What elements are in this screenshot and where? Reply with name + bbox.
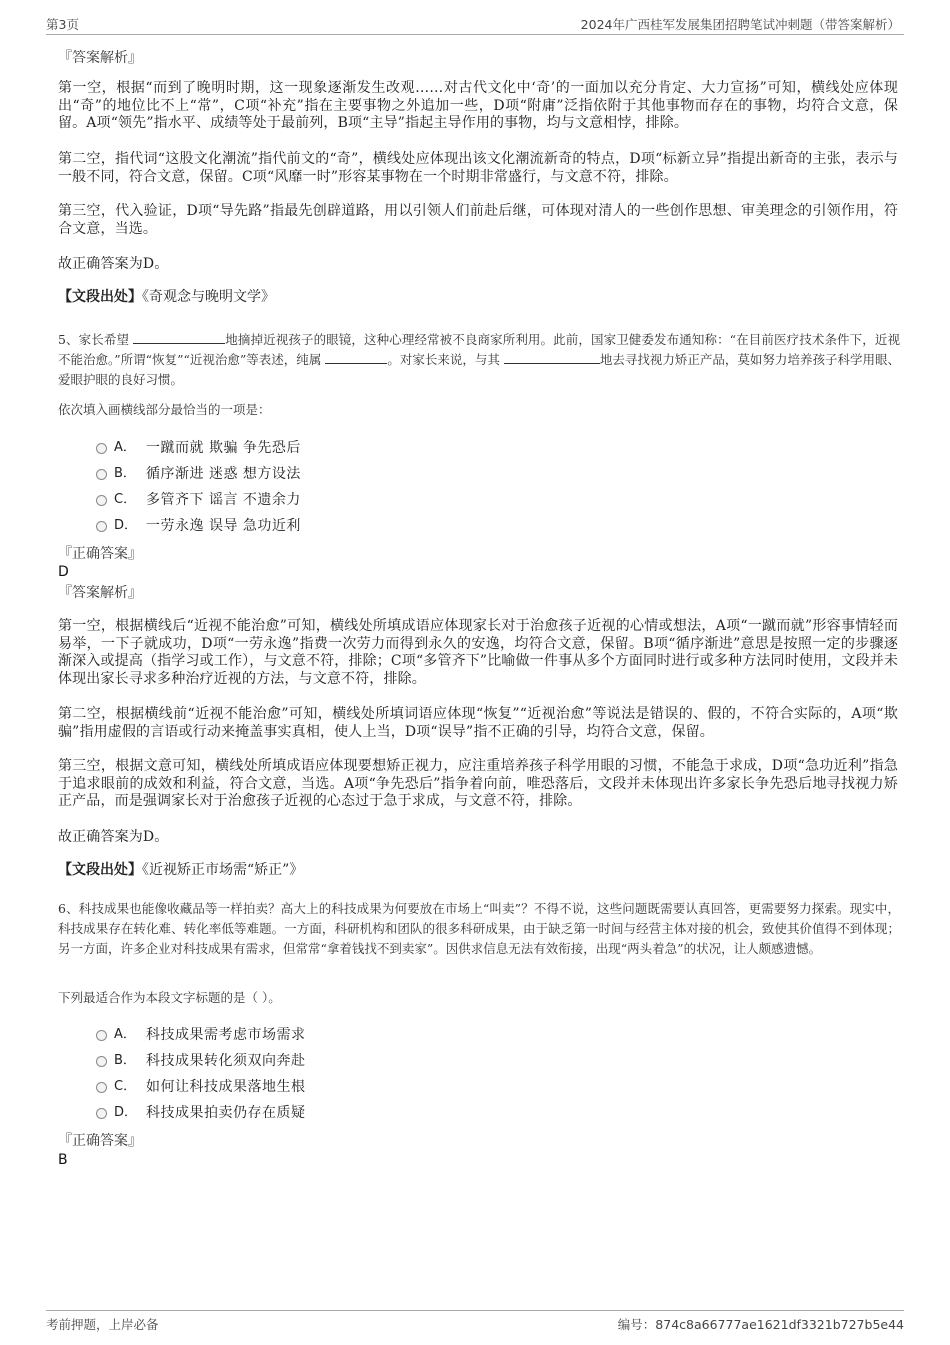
radio-button-icon[interactable] bbox=[96, 1056, 107, 1067]
q5-blank-1 bbox=[133, 331, 225, 344]
q5-stem-part-1: 5、家长希望 bbox=[58, 332, 130, 347]
option-letter: A． bbox=[114, 440, 136, 455]
footer-slogan: 考前押题，上岸必备 bbox=[46, 1317, 159, 1332]
q5-stem-part-3: 。对家长来说，与其 bbox=[387, 352, 500, 367]
q4-analysis-paragraph-2: 第二空，指代词“这股文化潮流”指代前文的“奇”，横线处应体现出该文化潮流新奇的特点，D项“标新立异”指提出新奇的主张，表示与一般不同，符合文意，保留。C项“风靡一时”形容某事物在一个时期非常盛行，与文意不符，排除。 bbox=[58, 151, 898, 185]
radio-button-icon[interactable] bbox=[96, 1030, 107, 1041]
q5-analysis-paragraph-2: 第二空，根据横线前“近视不能治愈”可知，横线处所填词语应体现“恢复”“近视治愈”等说法是错误的、假的，不符合实际的，A项“欺骗”指用虚假的言语或行动来掩盖事实真相，使人上当，D项“误导”指不正确的引导，均符合文意，保留。 bbox=[58, 706, 898, 740]
q4-source-title: 《奇观念与晚明文学》 bbox=[142, 289, 275, 305]
q4-analysis-paragraph-3: 第三空，代入验证，D项“导先路”指最先创辟道路，用以引领人们前赴后继，可体现对清人的一些创作思想、审美理念的引领作用，符合文意，当选。 bbox=[58, 203, 898, 237]
radio-button-icon[interactable] bbox=[96, 495, 107, 506]
option-text: 科技成果需考虑市场需求 bbox=[146, 1027, 306, 1043]
page-footer bbox=[46, 1310, 904, 1333]
q5-source bbox=[58, 861, 303, 879]
option-text: 多管齐下 谣言 不遗余力 bbox=[146, 492, 301, 508]
q6-stem: 6、科技成果也能像收藏品等一样拍卖？高大上的科技成果为何要放在市场上“叫卖”？不得不说，这些问题既需要认真回答，更需要努力探索。现实中，科技成果存在转化难、转化率低等难题。一方面，科研机构和团队的很多科研成果，由于缺乏第一时间与经营主体对接的机会，致使其价值得不到体现；另一方面，许多企业对科技成果有需求，但常常“拿着钱找不到卖家”。因供求信息无法有效衔接，出现“两头着急”的状况，让人颇感遗憾。 bbox=[58, 901, 900, 956]
option-letter: B． bbox=[114, 466, 136, 481]
q5-stem-part-2: 地摘掉近视孩子的眼镜，这种心理经常被不良商家所利用。此前，国家卫健委发布通知称：“在目前医疗技术条件下，近视不能治愈。”所谓“恢复”“近视治愈”等表述，纯属 bbox=[58, 332, 900, 367]
q5-prompt: 依次填入画横线部分最恰当的一项是： bbox=[58, 402, 271, 417]
q5-conclusion: 故正确答案为D。 bbox=[58, 829, 169, 845]
radio-button-icon[interactable] bbox=[96, 1108, 107, 1119]
option-letter: C． bbox=[114, 1079, 137, 1094]
radio-button-icon[interactable] bbox=[96, 443, 107, 454]
option-letter: C． bbox=[114, 492, 137, 507]
page-header bbox=[46, 12, 904, 35]
q4-source-tag: 【文段出处】 bbox=[58, 289, 142, 305]
q5-correct-label: 『正确答案』 bbox=[58, 546, 142, 562]
q5-analysis-label: 『答案解析』 bbox=[58, 585, 142, 601]
q4-analysis-label: 『答案解析』 bbox=[58, 50, 142, 66]
q5-stem bbox=[58, 330, 900, 390]
footer-document-id: 编号：874c8a66777ae1621df3321b727b5e44 bbox=[617, 1317, 904, 1332]
radio-button-icon[interactable] bbox=[96, 521, 107, 532]
q6-prompt: 下列最适合作为本段文字标题的是（ ）。 bbox=[58, 990, 281, 1005]
option-text: 如何让科技成果落地生根 bbox=[146, 1079, 306, 1095]
q6-correct-answer: B bbox=[58, 1152, 68, 1168]
q6-correct-label: 『正确答案』 bbox=[58, 1133, 142, 1149]
option-letter: A． bbox=[114, 1027, 136, 1042]
option-letter: B． bbox=[114, 1053, 136, 1068]
q5-analysis-paragraph-3: 第三空，根据文意可知，横线处所填成语应体现要想矫正视力，应注重培养孩子科学用眼的习惯，不能急于求成，D项“急功近利”指急于追求眼前的成效和利益，符合文意，当选。A项“争先恐后”指争着向前，唯恐落后，文段并未体现出许多家长争先恐后地寻找视力矫正产品，而是强调家长对于治愈孩子近视的心态过于急于求成，与文意不符，排除。 bbox=[58, 758, 898, 809]
q4-conclusion: 故正确答案为D。 bbox=[58, 256, 169, 272]
option-letter: D． bbox=[114, 518, 138, 533]
option-text: 科技成果转化须双向奔赴 bbox=[146, 1053, 306, 1069]
q5-correct-answer: D bbox=[58, 564, 69, 580]
q5-analysis-paragraph-1: 第一空，根据横线后“近视不能治愈”可知，横线处所填成语应体现家长对于治愈孩子近视的心情或想法，A项“一蹴而就”形容事情轻而易举，一下子就成功，D项“一劳永逸”指费一次劳力而得到永久的安逸，均符合文意，保留。B项“循序渐进”意思是按照一定的步骤逐渐深入或提高（指学习或工作），与文意不符，排除；C项“多管齐下”比喻做一件事从多个方面同时进行或多种方法同时使用，文段并未体现出家长寻求多种治疗近视的方法，与文意不符，排除。 bbox=[58, 618, 898, 687]
page-number: 第3页 bbox=[46, 17, 79, 32]
q4-analysis-paragraph-1: 第一空，根据“而到了晚明时期，这一现象逐渐发生改观……对古代文化中‘奇’的一面加以充分肯定、大力宣扬”可知，横线处应体现出“奇”的地位比不上“常”，C项“补充”指在主要事物之外追加一些，D项“附庸”泛指依附于其他事物而存在的事物，均符合文意，保留。A项“领先”指水平、成绩等处于最前列，B项“主导”指起主导作用的事物，均与文意相悖，排除。 bbox=[58, 80, 898, 131]
option-text: 科技成果拍卖仍存在质疑 bbox=[146, 1105, 306, 1121]
option-text: 循序渐进 迷惑 想方设法 bbox=[146, 466, 301, 482]
option-text: 一劳永逸 误导 急功近利 bbox=[146, 518, 301, 534]
document-title: 2024年广西桂军发展集团招聘笔试冲刺题（带答案解析） bbox=[580, 17, 900, 32]
q5-blank-2 bbox=[325, 351, 387, 364]
option-text: 一蹴而就 欺骗 争先恐后 bbox=[146, 440, 301, 456]
q5-source-title: 《近视矫正市场需“矫正”》 bbox=[142, 862, 304, 878]
q5-stem-part-4: 地去寻找视力矫正产品，莫如努力培养孩子科学用眼、爱眼护眼的良好习惯。 bbox=[58, 352, 900, 387]
q4-source bbox=[58, 288, 275, 306]
radio-button-icon[interactable] bbox=[96, 469, 107, 480]
option-letter: D． bbox=[114, 1105, 138, 1120]
q5-blank-3 bbox=[504, 351, 600, 364]
radio-button-icon[interactable] bbox=[96, 1082, 107, 1093]
q5-source-tag: 【文段出处】 bbox=[58, 862, 142, 878]
